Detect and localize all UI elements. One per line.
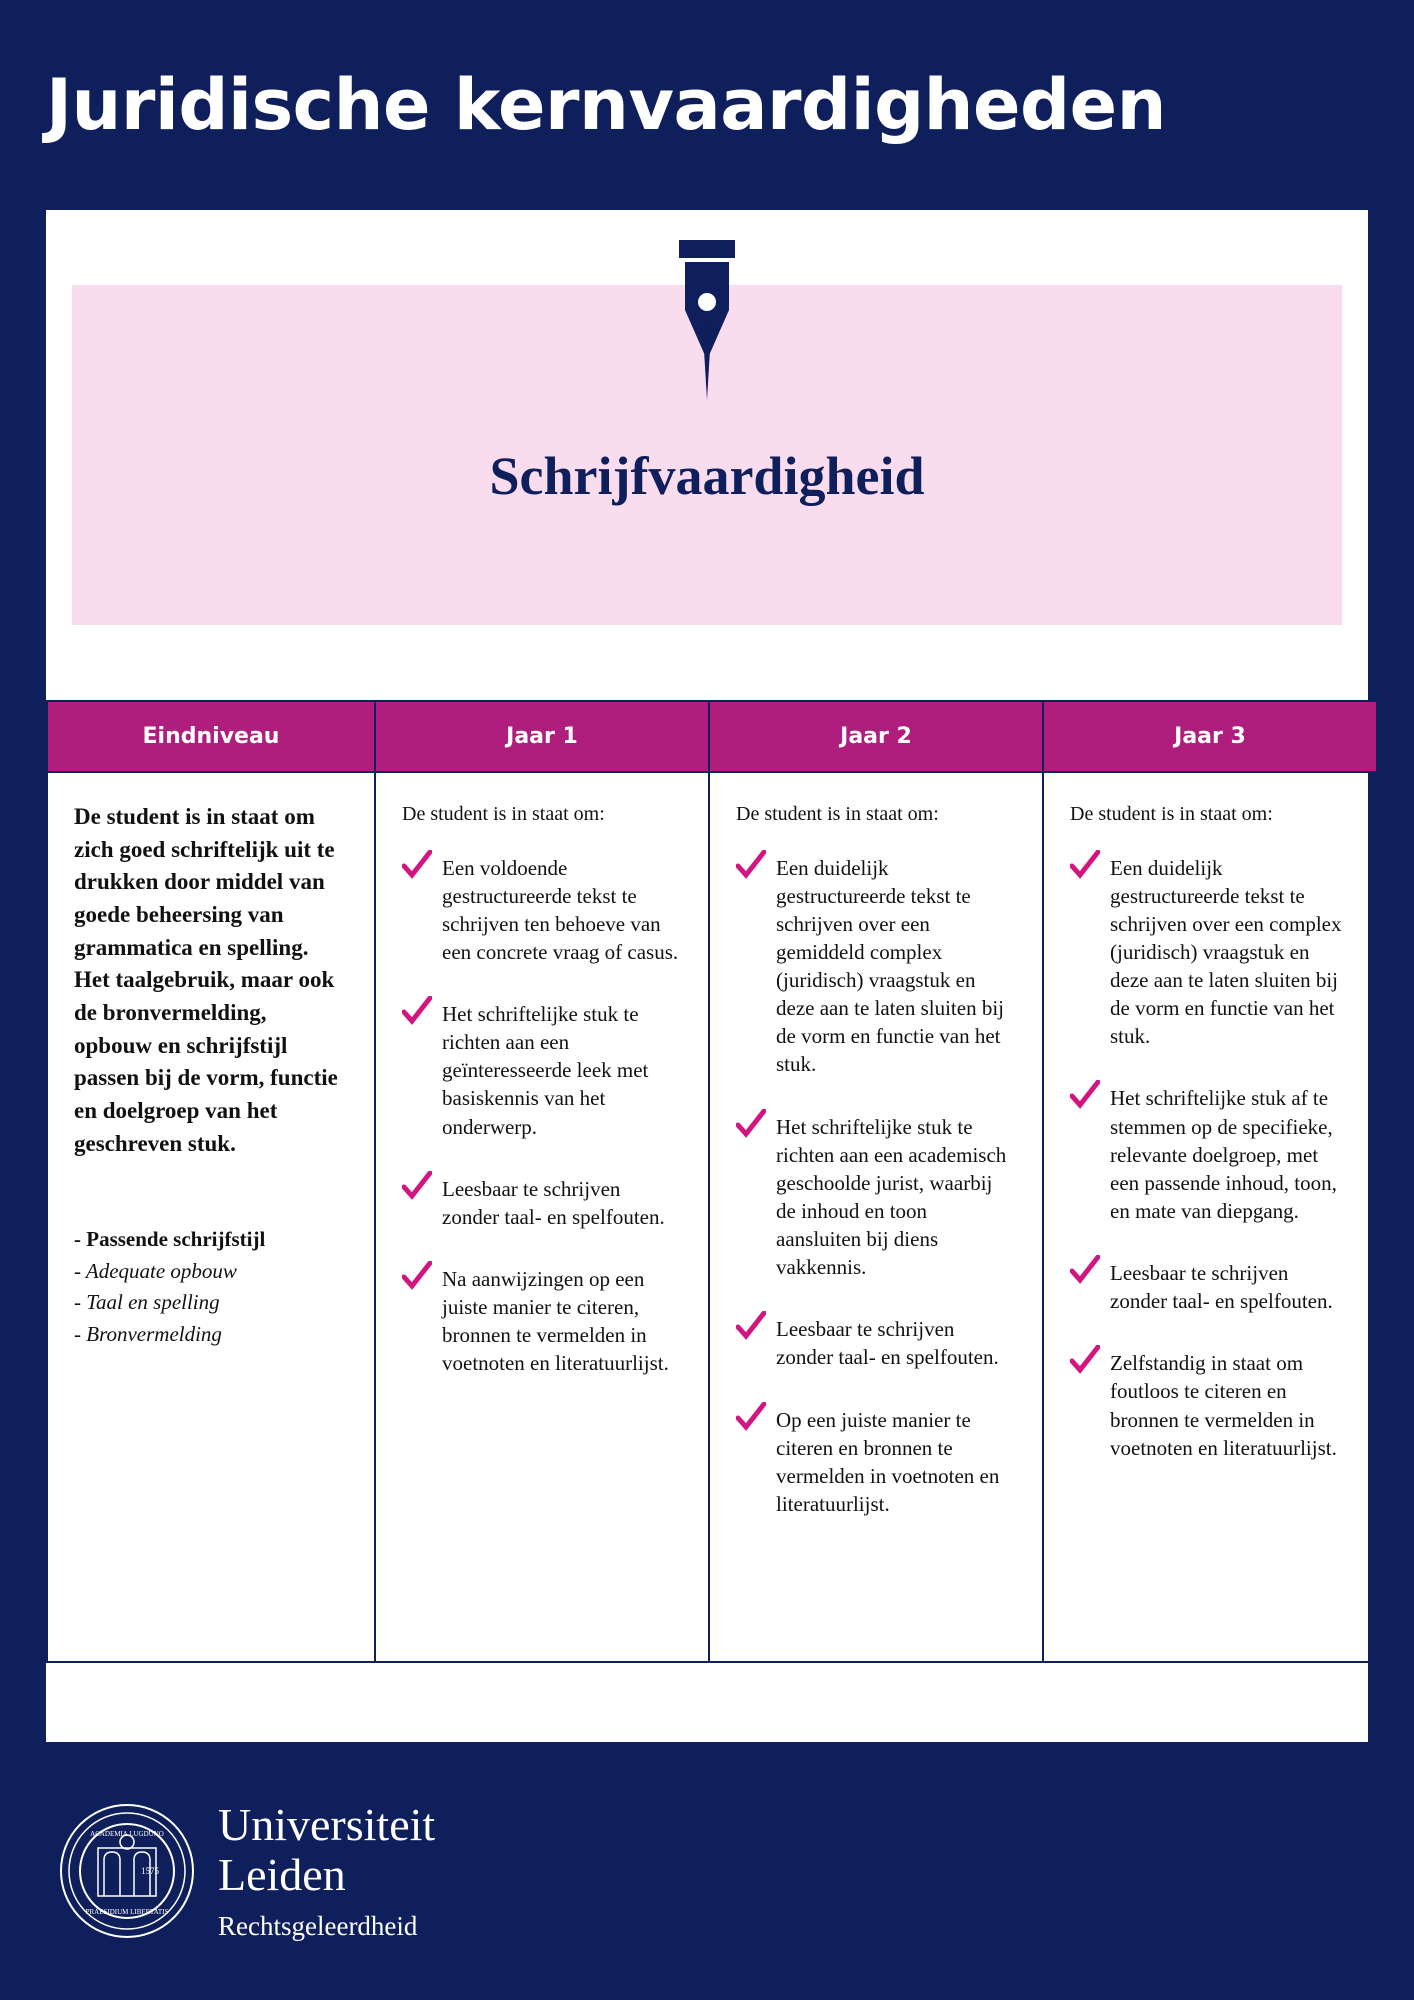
list-item-text: Leesbaar te schrijven zonder taal- en spelfouten.: [1110, 1261, 1333, 1314]
eindniveau-subitem: - Taal en spelling: [74, 1290, 220, 1315]
check-icon: [402, 996, 432, 1026]
check-icon: [402, 1171, 432, 1201]
list-item-text: Een duidelijk gestructureerde tekst te schrijven over een gemiddeld complex (juridisch) vraagstuk en deze aan te laten sluiten bij de vorm en functie van het stuk.: [776, 855, 1004, 1077]
list-item: [1070, 854, 1350, 1051]
list-item: [402, 1265, 682, 1378]
checklist: [736, 854, 1016, 1519]
column-header-eindniveau: Eindniveau: [47, 701, 375, 772]
eindniveau-subitem: - Bronvermelding: [74, 1321, 222, 1346]
skills-table: [46, 700, 1378, 1663]
list-item: [1070, 1349, 1350, 1462]
checklist: [1070, 854, 1350, 1462]
page-header: [0, 0, 1414, 210]
check-icon: [402, 1261, 432, 1291]
check-icon: [1070, 1080, 1100, 1110]
page-footer: [0, 1742, 1414, 2000]
column-intro: De student is in staat om:: [736, 803, 939, 825]
cell-jaar-1: [375, 772, 709, 1662]
fountain-pen-nib-icon: [662, 240, 752, 405]
page-title: Juridische kernvaardigheden: [46, 64, 1166, 146]
list-item-text: Het schriftelijke stuk af te stemmen op de specifieke, relevante doelgroep, met een passende inhoud, toon, en mate van diepgang.: [1110, 1086, 1337, 1223]
list-item: [402, 1175, 682, 1231]
cell-eindniveau: [47, 772, 375, 1662]
table-header-row: [47, 701, 1377, 772]
column-intro: De student is in staat om:: [1070, 803, 1273, 825]
checklist: [402, 854, 682, 1378]
check-icon: [736, 1109, 766, 1139]
cell-jaar-2: [709, 772, 1043, 1662]
list-item-text: Leesbaar te schrijven zonder taal- en spelfouten.: [776, 1317, 999, 1370]
check-icon: [402, 850, 432, 880]
eindniveau-subitem: - Passende schrijfstijl: [74, 1227, 266, 1252]
cell-jaar-3: [1043, 772, 1377, 1662]
list-item-text: Op een juiste manier te citeren en bronnen te vermelden in voetnoten en literatuurlijst.: [776, 1407, 1000, 1516]
list-item: [736, 1315, 1016, 1371]
skills-table-wrapper: [46, 700, 1368, 1663]
eindniveau-subitems: [74, 1224, 348, 1350]
check-icon: [736, 1311, 766, 1341]
list-item: [402, 854, 682, 967]
eindniveau-lead: De student is in staat om zich goed schriftelijk uit te drukken door middel van goede beheersing van grammatica en spelling. Het taalgebruik, maar ook de bronvermelding, opbouw en schrijfstijl passen bij de vorm, functie en doelgroep van het geschreven stuk.: [74, 804, 338, 1156]
list-item: [402, 1000, 682, 1141]
table-row: [47, 772, 1377, 1662]
list-item-text: Zelfstandig in staat om foutloos te citeren en bronnen te vermelden in voetnoten en literatuurlijst.: [1110, 1351, 1337, 1460]
check-icon: [736, 850, 766, 880]
university-name-line1: Universiteit: [218, 1799, 436, 1851]
column-intro: De student is in staat om:: [402, 803, 605, 825]
list-item-text: Na aanwijzingen op een juiste manier te citeren, bronnen te vermelden in voetnoten en literatuurlijst.: [442, 1266, 669, 1376]
list-item: [1070, 1259, 1350, 1315]
svg-text:PRAESIDIUM LIBERTATIS: PRAESIDIUM LIBERTATIS: [85, 1908, 169, 1916]
list-item: [736, 1406, 1016, 1519]
list-item: [736, 1113, 1016, 1282]
list-item-text: Een duidelijk gestructureerde tekst te schrijven over een complex (juridisch) vraagstuk en deze aan te laten sluiten bij de vorm en functie van het stuk.: [1110, 855, 1342, 1049]
column-header-jaar-3: Jaar 3: [1043, 701, 1377, 772]
svg-text:1575: 1575: [141, 1866, 159, 1876]
check-icon: [1070, 850, 1100, 880]
faculty-name: Rechtsgeleerdheid: [218, 1910, 418, 1941]
column-header-jaar-1: Jaar 1: [375, 701, 709, 772]
footer-text-block: [218, 1800, 435, 1941]
check-icon: [736, 1402, 766, 1432]
university-seal-icon: [58, 1802, 196, 1940]
check-icon: [1070, 1255, 1100, 1285]
list-item-text: Het schriftelijke stuk te richten aan een geïnteresseerde leek met basiskennis van het onderwerp.: [442, 1002, 649, 1139]
list-item-text: Het schriftelijke stuk te richten aan een academisch geschoolde jurist, waarbij de inhoud en toon aansluiten bij diens vakkennis.: [776, 1114, 1007, 1280]
list-item: [736, 854, 1016, 1079]
list-item: [1070, 1084, 1350, 1225]
eindniveau-subitem: - Adequate opbouw: [74, 1258, 237, 1283]
university-name-line2: Leiden: [218, 1848, 346, 1900]
svg-text:ACADEMIA LUGDUNO: ACADEMIA LUGDUNO: [90, 1830, 164, 1838]
list-item-text: Leesbaar te schrijven zonder taal- en spelfouten.: [442, 1176, 665, 1229]
column-header-jaar-2: Jaar 2: [709, 701, 1043, 772]
check-icon: [1070, 1345, 1100, 1375]
list-item-text: Een voldoende gestructureerde tekst te schrijven ten behoeve van een concrete vraag of casus.: [442, 855, 679, 964]
hero-title: Schrijfvaardigheid: [489, 446, 925, 506]
